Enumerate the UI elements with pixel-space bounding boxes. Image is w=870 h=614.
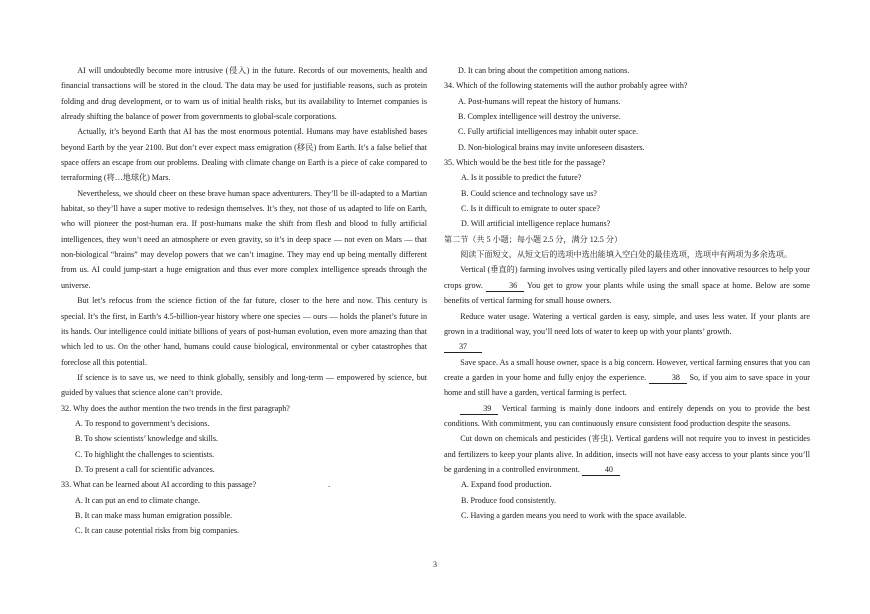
passage-paragraph-2: Reduce water usage. Watering a vertical garden is easy, simple, and uses less water. If your plants are grown in a traditional way, you’ll need lots of water to keep up with your plants’ growth.: [444, 311, 810, 336]
passage-option-a: A. Expand food production.: [461, 480, 552, 490]
paragraph-4: But let’s refocus from the science fiction of the far future, closer to the here and now. This century is special. It’s the first, in Earth’s 4.5-billion-year history where one species — ours — holds the planet’s future in its hands. Our intelligence could initiate billions of years of post-human evolution, even more amazing than that which led to us. On the other hand, humans could cause biological, environmental or cyber catastrophes that foreclose all this potential.: [61, 296, 427, 367]
q33-option-c: C. It can cause potential risks from big companies.: [75, 526, 240, 536]
blank-37-line: [444, 339, 810, 354]
passage-paragraph-3: [444, 355, 810, 401]
section-instructions: 阅读下面短文，从短文后的选项中选出能填入空白处的最佳选项，选项中有两项为多余选项。: [460, 250, 793, 260]
question-35: 35. Which would be the best title for the passage?: [444, 158, 606, 168]
passage-paragraph-4: [444, 401, 810, 432]
paragraph-5: If science is to save us, we need to think globally, sensibly and long-term — empowered by science, but guided by values that science alone can’t provide.: [61, 372, 427, 398]
q34-option-b: B. Complex intelligence will destroy the universe.: [458, 112, 621, 122]
q32-option-c: C. To highlight the challenges to scientists.: [75, 449, 215, 459]
q34-option-d: D. Non-biological brains may invite unforeseen disasters.: [458, 142, 645, 152]
question-33: [61, 477, 427, 492]
blank-37: 37: [444, 342, 482, 353]
q35-option-c: C. Is it difficult to emigrate to outer space?: [461, 204, 600, 214]
blank-39: 39: [460, 404, 498, 415]
question-34: 34. Which of the following statements will the author probably agree with?: [444, 81, 688, 91]
blank-36: 36: [486, 281, 524, 292]
right-column: [444, 63, 810, 523]
q32-option-b: B. To show scientists’ knowledge and skills.: [75, 434, 219, 444]
q35-option-b: B. Could science and technology save us?: [461, 188, 597, 198]
passage-paragraph-1-after: You get to grow your plants while using the small space at home. Below are some benefits of vertical farming for small house owners.: [444, 280, 810, 306]
paragraph-2: Actually, it’s beyond Earth that AI has the most enormous potential. Humans may have established bases beyond Earth by the year 2100. But don’t ever expect mass emigration (移民) from Earth. It’s a false belief that space offers an escape from our problems. Dealing with climate change on Earth is a piece of cake compared to terraforming (将…地球化) Mars.: [61, 127, 427, 183]
section-heading: 第二节（共 5 小题；每小题 2.5 分，满分 12.5 分）: [444, 234, 623, 244]
q33-option-b: B. It can make mass human emigration possible.: [75, 510, 233, 520]
q35-option-d: D. Will artificial intelligence replace humans?: [461, 219, 611, 229]
blank-40: 40: [582, 465, 620, 476]
q33-option-d: D. It can bring about the competition among nations.: [458, 66, 630, 75]
passage-paragraph-1: [444, 262, 810, 308]
passage-paragraph-5: [444, 431, 810, 477]
paragraph-3: Nevertheless, we should cheer on these brave human space adventurers. They’ll be ill-adapted to a Martian habitat, so they’ll have a super motive to redesign themselves. It’s they, not those of us adapted to life on Earth, who will pioneer the post-human era. If post-humans make the shift from flesh and blood to fully artificial intelligences, they won’t need an atmosphere or even gravity, so it’s in deep space — not even on Mars — that non-biological “brains” may develop powers that we can’t imagine. They may end up being mentally different from us. AI could jump-start a huge emigration and thus ever more complex intelligence spreads through the universe.: [61, 188, 427, 290]
q34-option-a: A. Post-humans will repeat the history of humans.: [458, 96, 621, 106]
question-33-mark: .: [328, 480, 331, 490]
passage-paragraph-1-before: Vertical (垂直的) farming involves using vertically piled layers and other innovative resources to help your crops grow.: [444, 265, 810, 290]
q32-option-d: D. To present a call for scientific advances.: [75, 464, 215, 474]
q34-option-c: C. Fully artificial intelligences may inhabit outer space.: [458, 127, 639, 137]
blank-38: 38: [649, 373, 687, 384]
left-column: [61, 63, 427, 539]
passage-paragraph-3-after: So, if you aim to save space in your home and still have a garden, vertical farming is perfect.: [444, 372, 810, 398]
passage-paragraph-5-before: Cut down on chemicals and pesticides (害虫). Vertical gardens will not require you to invest in pesticides and fertilizers to keep your plants alive. In addition, insects will not have easy access to your plants since you’ll be gardening in a controlled environment.: [444, 434, 810, 474]
passage-paragraph-4-after: Vertical farming is mainly done indoors and entirely depends on you to provide the best conditions. With commitment, you can continuously ensure consistent food production despite the seasons.: [444, 403, 810, 428]
q33-option-a: A. It can put an end to climate change.: [75, 495, 200, 505]
page-number: 3: [433, 560, 437, 569]
q32-option-a: A. To respond to government’s decisions.: [75, 418, 210, 428]
question-32: 32. Why does the author mention the two trends in the first paragraph?: [61, 403, 290, 413]
paragraph-1: AI will undoubtedly become more intrusive (侵入) in the future. Records of our movements, health and financial transactions will be stored in the cloud. The data may be used for justifiable reasons, such as protein folding and drug development, or to warn us of initial health risks, but its availability to Internet companies is already shifting the balance of power from governments to global-scale corporations.: [61, 66, 427, 122]
passage-paragraph-3-before: Save space. As a small house owner, space is a big concern. However, vertical farming ensures that you can create a garden in your home and fully enjoy the experience.: [444, 357, 810, 382]
passage-option-c: C. Having a garden means you need to work with the space available.: [461, 510, 687, 520]
question-33-text: 33. What can be learned about AI according to this passage?: [61, 480, 257, 490]
q35-option-a: A. Is it possible to predict the future?: [461, 173, 582, 183]
passage-option-b: B. Produce food consistently.: [461, 495, 557, 505]
